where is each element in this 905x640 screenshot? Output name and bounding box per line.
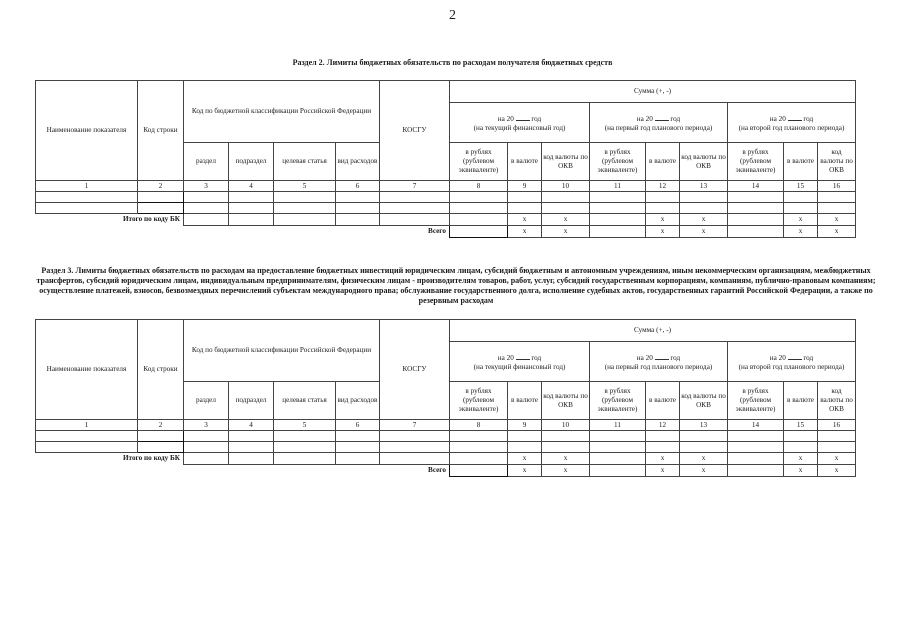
sub-rub: в рублях (рублевом эквиваленте) bbox=[728, 382, 784, 420]
section3-title: Раздел 3. Лимиты бюджетных обязательств по расходам на предоставление бюджетных инвестиций юридическим лицам, субсидий бюджетным и автономным учреждениям, иным некоммерческим организациям, межбюджетных трансфертов, субсидий юридическим лицам, индивидуальным предпринимателям, физическим лицам - производителям товаров, работ, услуг, субсидий государственным корпорациям, компаниям, публично-правовым компаниям; осуществление платежей, взносов, безвозмездных перечислений субъектам международного права; обслуживание государственного долга, исполнение судебных актов, государственных гарантий Российской Федерации, а также по резервным расходам bbox=[36, 266, 876, 305]
grand-total-row: Всего x x x x x x bbox=[36, 226, 856, 238]
year-current-header: на 20 год (на текущий финансовый год) bbox=[450, 342, 590, 382]
sub-okv: код валюты по ОКВ bbox=[818, 143, 856, 181]
total-by-code-row: Итого по коду БК x x x x x x bbox=[36, 453, 856, 465]
bk-target: целевая статья bbox=[274, 143, 336, 181]
sub-rub: в рублях (рублевом эквиваленте) bbox=[450, 382, 508, 420]
table-row bbox=[36, 203, 856, 214]
table-row bbox=[36, 431, 856, 442]
sum-header: Сумма (+, -) bbox=[450, 320, 856, 342]
sub-okv: код валюты по ОКВ bbox=[680, 382, 728, 420]
table-row bbox=[36, 192, 856, 203]
sub-val: в валюте bbox=[784, 382, 818, 420]
bk-podrazdel: подраздел bbox=[229, 382, 274, 420]
total-by-code-label: Итого по коду БК bbox=[122, 215, 180, 224]
sub-okv: код валюты по ОКВ bbox=[542, 143, 590, 181]
sub-val: в валюте bbox=[646, 382, 680, 420]
sub-rub: в рублях (рублевом эквиваленте) bbox=[450, 143, 508, 181]
sub-val: в валюте bbox=[508, 382, 542, 420]
sub-rub: в рублях (рублевом эквиваленте) bbox=[590, 143, 646, 181]
bk-header: Код по бюджетной классификации Российской Федерации bbox=[184, 81, 380, 143]
bk-target: целевая статья bbox=[274, 382, 336, 420]
bk-vid: вид расходов bbox=[336, 382, 380, 420]
section3-table bbox=[35, 319, 856, 477]
kosgu-header: КОСГУ bbox=[380, 81, 450, 181]
bk-podrazdel: подраздел bbox=[229, 143, 274, 181]
section2-table bbox=[35, 80, 856, 238]
section2-title: Раздел 2. Лимиты бюджетных обязательств по расходам получателя бюджетных средств bbox=[292, 58, 613, 67]
grand-total-label: Всего bbox=[428, 466, 446, 475]
sub-val: в валюте bbox=[646, 143, 680, 181]
total-by-code-row: Итого по коду БК x x x x x x bbox=[36, 214, 856, 226]
sub-rub: в рублях (рублевом эквиваленте) bbox=[590, 382, 646, 420]
page-number: 2 bbox=[449, 8, 456, 23]
sub-rub: в рублях (рублевом эквиваленте) bbox=[728, 143, 784, 181]
sub-val: в валюте bbox=[508, 143, 542, 181]
code-header: Код строки bbox=[138, 320, 184, 420]
sub-val: в валюте bbox=[784, 143, 818, 181]
grand-total-label: Всего bbox=[428, 227, 446, 236]
table-row bbox=[36, 442, 856, 453]
sum-header: Сумма (+, -) bbox=[450, 81, 856, 103]
bk-header: Код по бюджетной классификации Российской Федерации bbox=[184, 320, 380, 382]
year-first-plan-header: на 20 год (на первый год планового периода) bbox=[590, 103, 728, 143]
kosgu-header: КОСГУ bbox=[380, 320, 450, 420]
year-current-header: на 20 год (на текущий финансовый год) bbox=[450, 103, 590, 143]
bk-razdel: раздел bbox=[184, 143, 229, 181]
year-second-plan-header: на 20 год (на второй год планового периода) bbox=[728, 342, 856, 382]
grand-total-row: Всего x x x x x x bbox=[36, 465, 856, 477]
total-by-code-label: Итого по коду БК bbox=[122, 454, 180, 463]
bk-vid: вид расходов bbox=[336, 143, 380, 181]
bk-razdel: раздел bbox=[184, 382, 229, 420]
name-header: Наименование показателя bbox=[36, 81, 138, 181]
year-second-plan-header: на 20 год (на второй год планового периода) bbox=[728, 103, 856, 143]
year-first-plan-header: на 20 год (на первый год планового периода) bbox=[590, 342, 728, 382]
sub-okv: код валюты по ОКВ bbox=[542, 382, 590, 420]
column-numbers-row: 1 2 3 4 5 6 7 8 9 10 11 12 13 14 15 16 bbox=[36, 181, 856, 192]
sub-okv: код валюты по ОКВ bbox=[818, 382, 856, 420]
code-header: Код строки bbox=[138, 81, 184, 181]
name-header: Наименование показателя bbox=[36, 320, 138, 420]
column-numbers-row: 1 2 3 4 5 6 7 8 9 10 11 12 13 14 15 16 bbox=[36, 420, 856, 431]
sub-okv: код валюты по ОКВ bbox=[680, 143, 728, 181]
